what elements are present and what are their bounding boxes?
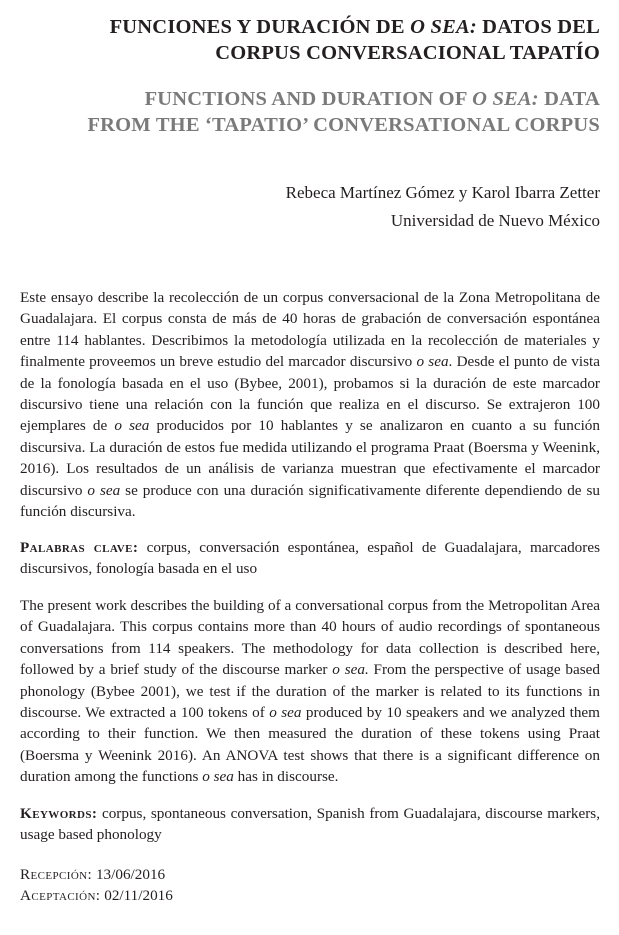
keywords-spanish: Palabras clave: corpus, conversación espontánea, español de Guadalajara, marcadores discursivos, fonología basada en el uso [20,539,600,578]
accepted-date: Aceptación: 02/11/2016 [20,887,173,905]
dates [20,864,173,907]
authors: Rebeca Martínez Gómez y Karol Ibarra Zetter [285,183,600,202]
title-spanish-line-1: FUNCIONES Y DURACIÓN DE O SEA: DATOS DEL [109,16,600,38]
title-english [20,86,600,138]
title-spanish-line-2: CORPUS CONVERSACIONAL TAPATÍO [215,42,600,64]
title-english-line-1: FUNCTIONS AND DURATION OF O SEA: DATA [144,88,600,110]
abstract-english: The present work describes the building of a conversational corpus from the Metropolitan Area of Guadalajara. This corpus contains more than 40 hours of audio recordings of spontaneous conversations from 114 speakers. The methodology for data collection is described here, followed by a brief study of the discourse marker o sea. From the perspective of usage based phonology (Bybee 2001), we test if the duration of the marker is related to its functions in discourse. We extracted a 100 tokens of o sea produced by 10 speakers and we analyzed them according to their function. We then measured the duration of these tokens using Praat (Boersma y Weenink 2016). An ANOVA test shows that there is a significant difference on duration among the functions o sea has in discourse. [20,597,600,786]
abstract-spanish: Este ensayo describe la recolección de un corpus conversacional de la Zona Metropolitana de Guadalajara. El corpus consta de más de 40 horas de grabación de conversación espontánea entre 114 hablantes. Describimos la metodología utilizada en la recolección de materiales y finalmente proveemos un breve estudio del marcador discursivo o sea. Desde el punto de vista de la fonología basada en el uso (Bybee, 2001), probamos si la duración de este marcador discursivo tiene una relación con la función que realiza en el discurso. Se extrajeron 100 ejemplares de o sea producidos por 10 hablantes y se analizaron en cuanto a su función discursiva. La duración de estos fue medida utilizando el programa Praat (Boersma y Weenink, 2016). Los resultados de un análisis de varianza muestran que efectivamente el marcador discursivo o sea se produce con una duración significativamente diferente dependiendo de su función discursiva. [20,289,601,521]
title-spanish [20,14,600,66]
affiliation: Universidad de Nuevo México [390,211,600,230]
keywords-english-label: Keywords: [20,805,98,822]
received-date: Recepción: 13/06/2016 [20,866,166,883]
title-english-line-2: FROM THE ‘TAPATIO’ CONVERSATIONAL CORPUS [87,114,600,136]
keywords-english: Keywords: corpus, spontaneous conversation, Spanish from Guadalajara, discourse markers, usage based phonology [20,805,600,844]
keywords-spanish-label: Palabras clave: [20,539,139,556]
